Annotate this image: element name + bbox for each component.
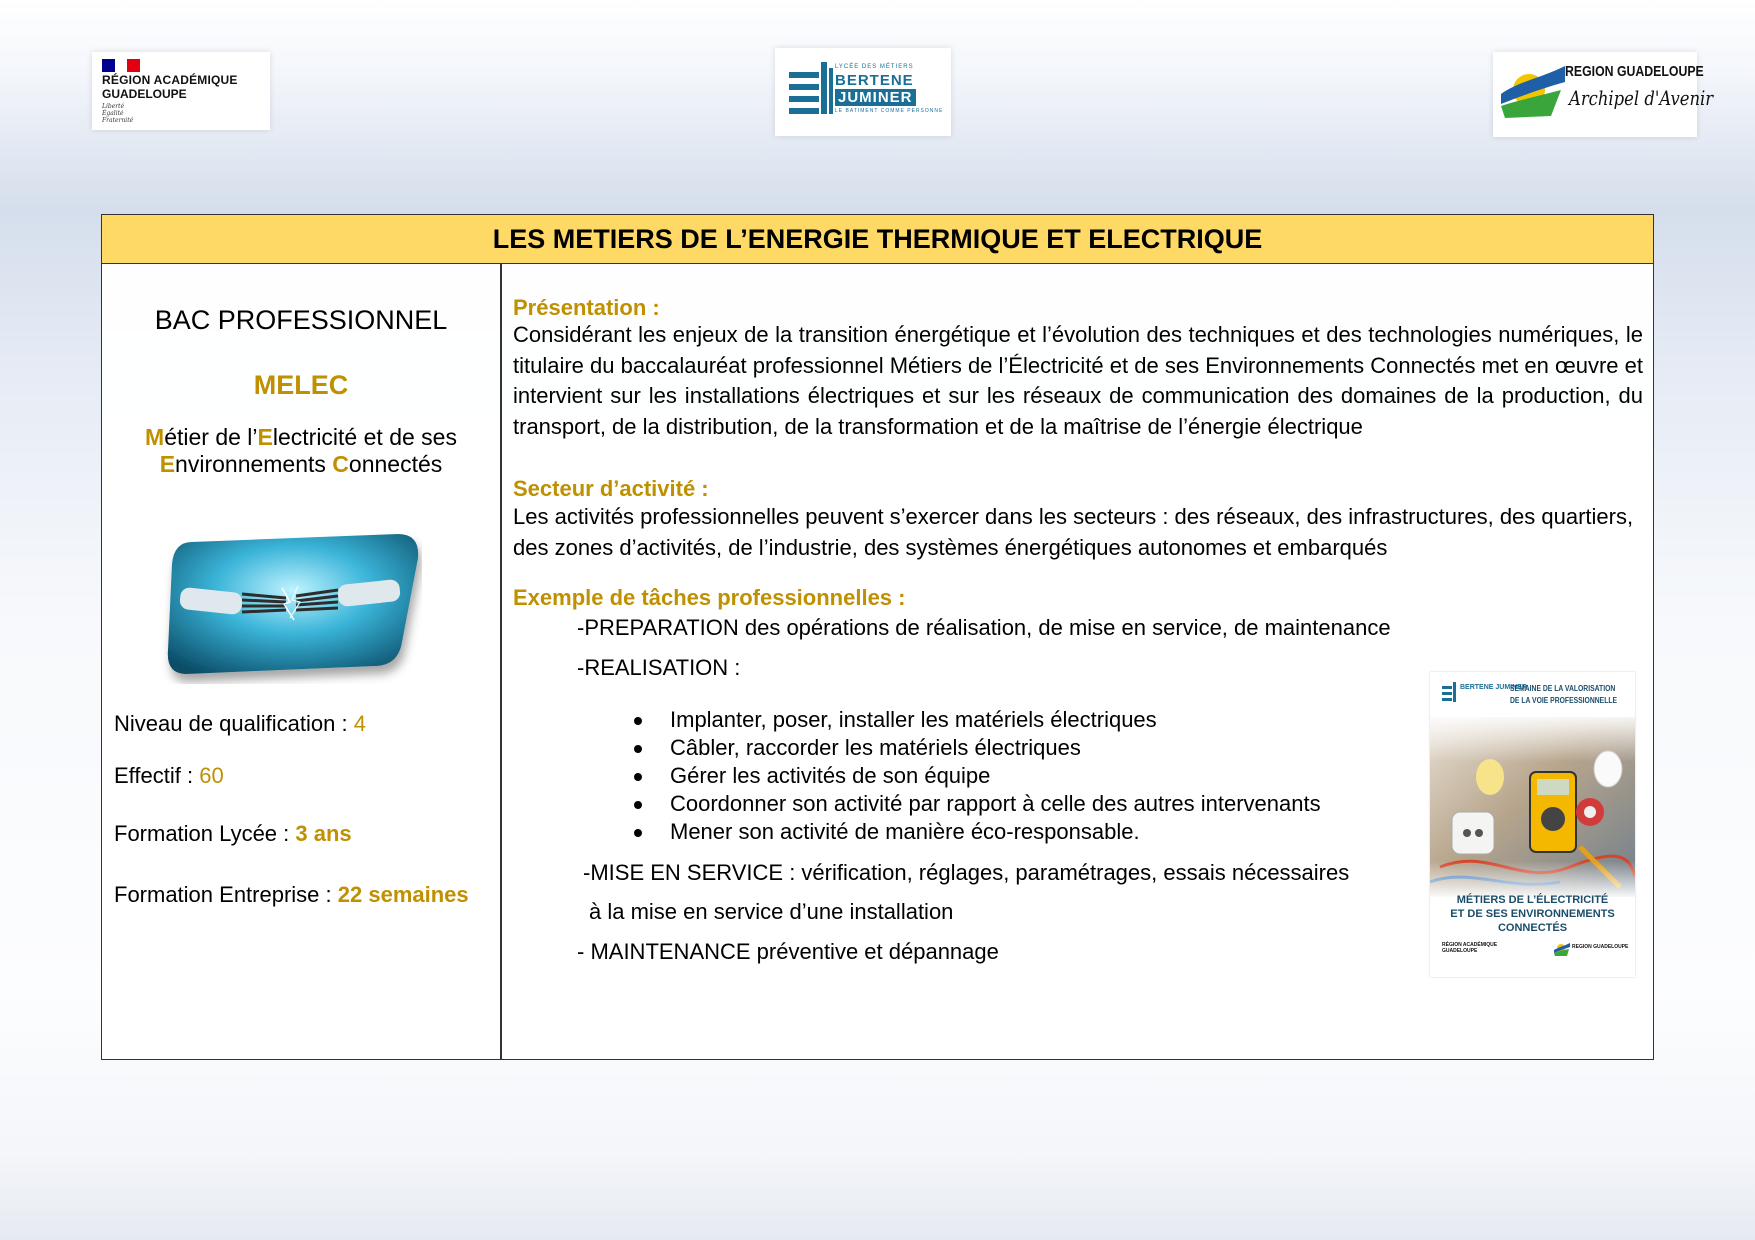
list-item-text: Implanter, poser, installer les matériels électriques: [670, 707, 1157, 732]
bullet-icon: [634, 801, 642, 809]
brochure-footer-left: RÉGION ACADÉMIQUE GUADELOUPE: [1442, 942, 1498, 954]
task-realisation: -REALISATION :: [577, 655, 741, 680]
list-item: [670, 706, 1321, 734]
fullname-text: onnectés: [348, 451, 443, 477]
region-academique-logo: [92, 52, 270, 130]
formation-entreprise-label: Formation Entreprise :: [114, 882, 332, 907]
academie-line2: GUADELOUPE: [102, 87, 187, 101]
region-sun-wave-icon: [1554, 942, 1570, 956]
niveau-value: 4: [353, 711, 366, 736]
effectif-value: 60: [199, 763, 224, 788]
brochure-footer-right: REGION GUADELOUPE: [1572, 944, 1629, 950]
formation-table: [101, 214, 1654, 1060]
bullet-icon: [634, 717, 642, 725]
list-item: [670, 818, 1321, 846]
lycee-name-line2: JUMINER: [835, 89, 916, 106]
secteur-text: Les activités professionnelles peuvent s’exercer dans les secteurs : des réseaux, des infrastructures, des quartiers, des zones d’activités, de l’industrie, des systèmes énergétiques autonomes et embarqués: [513, 504, 1634, 560]
academie-line1: RÉGION ACADÉMIQUE: [102, 73, 238, 87]
table-header: LES METIERS DE L’ENERGIE THERMIQUE ET ELECTRIQUE: [102, 215, 1653, 264]
secteur-title: Secteur d’activité :: [513, 476, 709, 501]
region-guadeloupe-logo: [1493, 52, 1714, 137]
list-item: [670, 790, 1321, 818]
lycee-tagline: LE BATIMENT COMME PERSONNE: [835, 108, 944, 114]
formation-lycee-value: 3 ans: [295, 821, 352, 846]
brochure-title-line1: MÉTIERS DE L’ÉLECTRICITÉ: [1456, 894, 1609, 906]
exemple-title: Exemple de tâches professionnelles :: [513, 585, 906, 610]
lycee-name-line1: BERTENE: [835, 72, 914, 89]
niveau-row: [114, 711, 366, 737]
brochure-logo-text: BERTENE JUMINER: [1460, 684, 1527, 691]
left-column: [102, 264, 500, 1059]
brochure-title-line2: ET DE SES ENVIRONNEMENTS: [1450, 908, 1615, 920]
initial-letter: E: [257, 424, 273, 450]
lycee-bertene-juminer-logo: [775, 48, 951, 136]
formation-entreprise-row: [114, 882, 469, 908]
building-logo-icon: [1442, 682, 1458, 704]
region-sun-wave-icon: [1501, 60, 1565, 126]
task-mise-en-service: -MISE EN SERVICE : vérification, réglages, paramétrages, essais nécessaires: [583, 860, 1350, 885]
task-mise-en-service-cont: à la mise en service d’une installation: [589, 899, 954, 924]
fullname-text: lectricité et de ses: [272, 424, 457, 450]
effectif-label: Effectif :: [114, 763, 194, 788]
formation-lycee-row: [114, 821, 352, 847]
formation-lycee-label: Formation Lycée :: [114, 821, 290, 846]
realisation-list: [670, 706, 1321, 846]
list-item-text: Câbler, raccorder les matériels électriques: [670, 735, 1081, 760]
region-slogan: Archipel d'Avenir: [1569, 86, 1714, 110]
effectif-row: [114, 763, 224, 789]
initial-letter: C: [332, 451, 349, 477]
presentation-title: Présentation :: [513, 295, 660, 320]
list-item-text: Mener son activité de manière éco-responsable.: [670, 819, 1140, 844]
academie-motto: Liberté Égalité Fraternité: [102, 103, 134, 124]
task-preparation: -PREPARATION des opérations de réalisation, de mise en service, de maintenance: [577, 615, 1391, 640]
region-name: REGION GUADELOUPE: [1565, 63, 1704, 80]
brochure-top-line1: SEMAINE DE LA VALORISATION: [1510, 684, 1616, 693]
electrical-tools-photo-icon: [1430, 717, 1635, 897]
electric-cable-icon: [162, 524, 422, 684]
list-item: [670, 734, 1321, 762]
presentation-text: Considérant les enjeux de la transition énergétique et l’évolution des techniques et des technologies numériques, le titulaire du baccalauréat professionnel Métiers de l’Électricité et de ses Environnements Connectés met en œuvre et intervient sur les installations électriques et sur les réseaux de communication des domaines de la production, du transport, de la distribution, de la transformation et de la maîtrise de l’énergie électrique: [513, 322, 1643, 439]
lycee-top-text: LYCÉE DES MÉTIERS: [835, 64, 914, 70]
task-maintenance: - MAINTENANCE préventive et dépannage: [577, 939, 999, 964]
niveau-label: Niveau de qualification :: [114, 711, 348, 736]
melec-brochure-image: [1430, 672, 1635, 977]
initial-letter: E: [159, 451, 176, 477]
brochure-title-line3: CONNECTÉS: [1497, 922, 1568, 934]
bullet-icon: [634, 745, 642, 753]
list-item-text: Coordonner son activité par rapport à celle des autres intervenants: [670, 791, 1321, 816]
marianne-flag-icon: [102, 59, 140, 72]
acronym-label: MELEC: [253, 370, 349, 400]
diploma-label: BAC PROFESSIONNEL: [154, 305, 448, 335]
initial-letter: M: [145, 424, 165, 450]
list-item: [670, 762, 1321, 790]
list-item-text: Gérer les activités de son équipe: [670, 763, 991, 788]
bullet-icon: [634, 773, 642, 781]
brochure-top-line2: DE LA VOIE PROFESSIONNELLE: [1510, 696, 1618, 705]
building-logo-icon: [789, 60, 833, 118]
bullet-icon: [634, 829, 642, 837]
fullname-text: nvironnements: [175, 451, 333, 477]
fullname-text: étier de l’: [164, 424, 258, 450]
acronym-fullname: [102, 424, 500, 478]
formation-entreprise-value: 22 semaines: [337, 882, 469, 907]
